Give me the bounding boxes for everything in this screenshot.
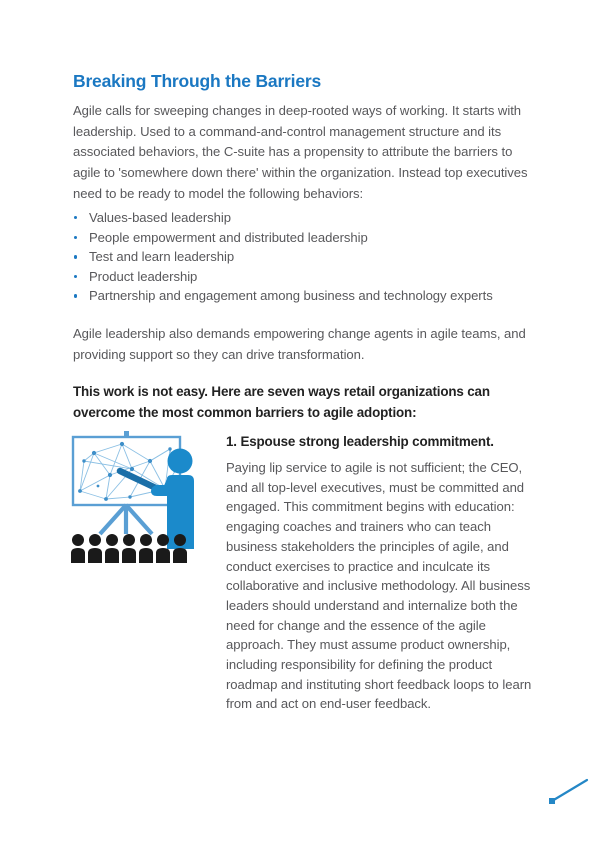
list-item xyxy=(73,286,543,306)
list-item xyxy=(73,228,543,248)
list-item-label: Test and learn leadership xyxy=(89,249,235,265)
bullet-point-icon xyxy=(74,255,77,258)
bullet-point-icon xyxy=(74,294,77,297)
bullet-point-icon xyxy=(74,216,77,219)
leadership-paragraph: Agile leadership also demands empowering change agents in agile teams, and providing support so they can drive transformation. xyxy=(73,326,526,362)
bullet-point-icon xyxy=(74,236,77,239)
leadership-training-illustration xyxy=(70,431,205,563)
list-item xyxy=(73,208,543,228)
list-item-label: Values-based leadership xyxy=(89,210,232,225)
corner-accent-mark xyxy=(545,778,590,806)
behaviors-list xyxy=(73,208,543,306)
page-title: Breaking Through the Barriers xyxy=(73,71,322,91)
list-item-label: Partnership and engagement among business and technology experts xyxy=(89,288,493,304)
intro-paragraph: Agile calls for sweeping changes in deep-rooted ways of working. It starts with leadership. Used to a command-and-control management structure and its associated behaviors, the C-suite has a propensity to attribute the barriers to agile to 'somewhere down there' within the organization. Instead top executives need to be ready to model the following behaviors: xyxy=(73,103,528,201)
callout-text: This work is not easy. Here are seven ways retail organizations can overcome the most common barriers to agile adoption: xyxy=(73,384,490,420)
section-heading: 1. Espouse strong leadership commitment. xyxy=(226,434,494,449)
section-body-text: Paying lip service to agile is not sufficient; the CEO, and all top-level executives, must be committed and engaged. This commitment begins with education: engaging coaches and trainers who can teach business stakeholders the principles of agile, and conduct exercises to practice and inculcate its collaborative and inclusive methodology. All business leaders should understand and internalize both the need for change and the essence of the agile approach. They must assume product ownership, including responsibility for defining the product roadmap and instituting short feedback loops to learn from and act on end-user feedback. xyxy=(226,460,532,712)
list-item xyxy=(73,267,543,287)
list-item-label: People empowerment and distributed leadership xyxy=(89,229,368,245)
bullet-point-icon xyxy=(74,275,77,278)
list-item xyxy=(73,247,543,267)
section-espouse-leadership-commitment xyxy=(226,433,541,714)
list-item-label: Product leadership xyxy=(89,268,198,284)
